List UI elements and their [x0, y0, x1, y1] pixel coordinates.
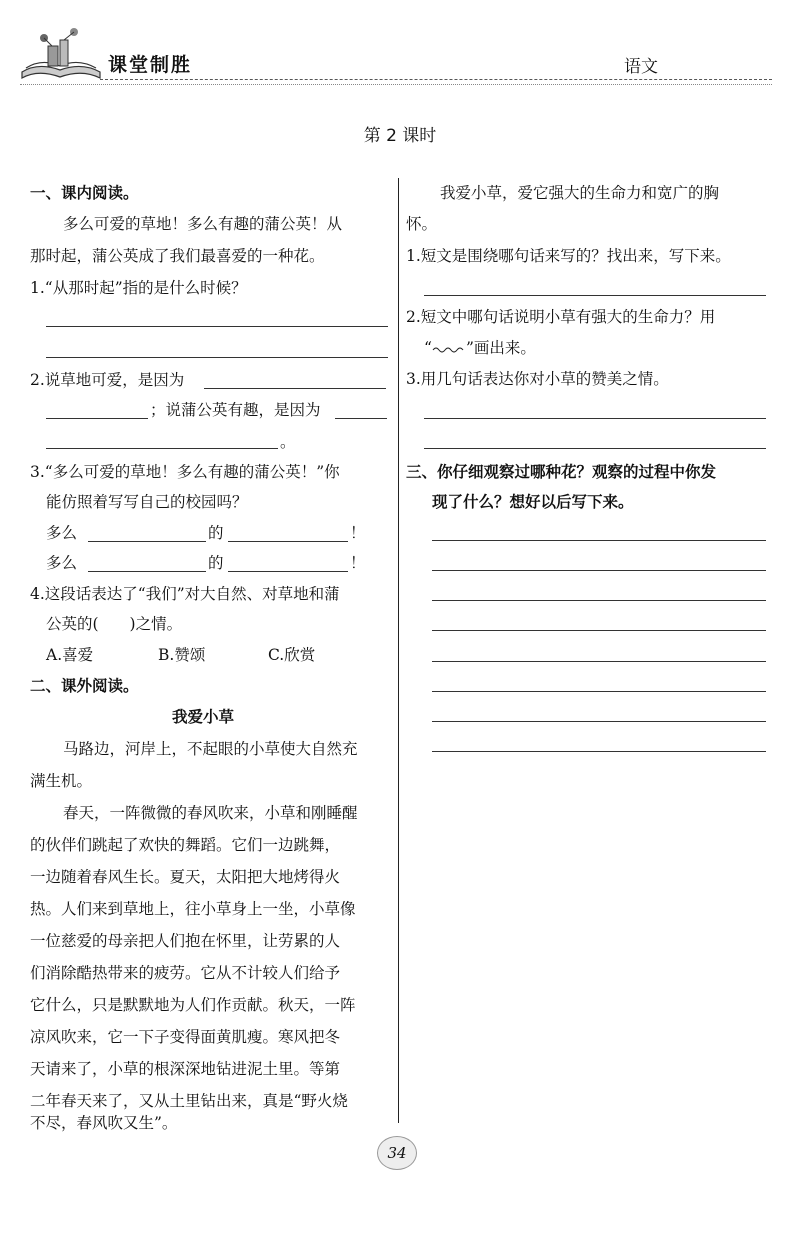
story-line: 它什么，只是默默地为人们作贡献。秋天，一阵	[30, 996, 356, 1014]
fill-prefix: 多么	[46, 524, 78, 542]
answer-blank[interactable]	[46, 418, 148, 419]
answer-line[interactable]	[46, 357, 388, 358]
question-3: 3.“多么可爱的草地！多么有趣的蒲公英！”你	[30, 463, 340, 481]
quote-open: “	[424, 339, 432, 357]
header-divider-dotted	[20, 84, 772, 85]
section3-heading: 三、你仔细观察过哪种花？观察的过程中你发	[406, 463, 717, 481]
fill-end: ！	[350, 554, 366, 572]
answer-blank[interactable]	[88, 571, 206, 572]
header-title: 课堂制胜	[108, 54, 193, 76]
answer-blank[interactable]	[228, 541, 348, 542]
writing-line[interactable]	[432, 570, 766, 571]
fill-mid: 的	[208, 524, 224, 542]
writing-line[interactable]	[432, 630, 766, 631]
answer-blank[interactable]	[88, 541, 206, 542]
answer-blank[interactable]	[228, 571, 348, 572]
header-subject: 语文	[624, 57, 658, 77]
fill-mid: 的	[208, 554, 224, 572]
story-line: 我爱小草，爱它强大的生命力和宽广的胸	[440, 184, 720, 202]
option-a[interactable]: A.喜爱	[46, 646, 94, 664]
writing-line[interactable]	[432, 540, 766, 541]
story-line: 的伙伴们跳起了欢快的舞蹈。它们一边跳舞，	[30, 836, 341, 854]
answer-line[interactable]	[46, 326, 388, 327]
section1-heading: 一、课内阅读。	[30, 184, 139, 202]
answer-blank[interactable]	[335, 418, 387, 419]
books-icon	[18, 22, 104, 80]
writing-line[interactable]	[432, 721, 766, 722]
answer-line[interactable]	[424, 295, 766, 296]
option-b[interactable]: B.赞颂	[158, 646, 206, 664]
header-divider	[100, 79, 772, 80]
fill-end: ！	[350, 524, 366, 542]
writing-line[interactable]	[432, 751, 766, 752]
option-c[interactable]: C.欣赏	[268, 646, 316, 664]
wavy-underline-icon	[432, 344, 466, 354]
story-line: 们消除酷热带来的疲劳。它从不计较人们给予	[30, 964, 341, 982]
writing-line[interactable]	[432, 691, 766, 692]
story-line: 一位慈爱的母亲把人们抱在怀里，让劳累的人	[30, 932, 341, 950]
story-line: 凉风吹来，它一下子变得面黄肌瘦。寒风把冬	[30, 1028, 341, 1046]
question-2-3: 3.用几句话表达你对小草的赞美之情。	[406, 370, 669, 388]
writing-line[interactable]	[432, 600, 766, 601]
section3-heading: 现了什么？想好以后写下来。	[432, 493, 634, 511]
story-line: 天请来了，小草的根深深地钻进泥土里。等第	[30, 1060, 341, 1078]
question-2-1: 1.短文是围绕哪句话来写的？找出来，写下来。	[406, 247, 731, 265]
question-2-2	[424, 338, 536, 358]
story-line: 满生机。	[30, 772, 93, 790]
question-2-end: 。	[280, 433, 296, 451]
question-2-2: 2.短文中哪句话说明小草有强大的生命力？用	[406, 308, 716, 326]
question-4: 公英的( )之情。	[46, 615, 183, 633]
passage-line: 那时起，蒲公英成了我们最喜爱的一种花。	[30, 247, 325, 265]
story-title: 我爱小草	[172, 708, 235, 726]
story-line: 一边随着春风生长。夏天，太阳把大地烤得火	[30, 868, 341, 886]
writing-line[interactable]	[432, 661, 766, 662]
answer-blank[interactable]	[46, 448, 278, 449]
story-line: 二年春天来了，又从土里钻出来，真是“野火烧	[30, 1092, 348, 1110]
answer-line[interactable]	[424, 418, 766, 419]
story-line: 热。人们来到草地上，往小草身上一坐，小草像	[30, 900, 356, 918]
page-number: 34	[377, 1136, 417, 1170]
question-1: 1.“从那时起”指的是什么时候？	[30, 279, 247, 297]
column-divider	[398, 178, 399, 1123]
story-line: 马路边，河岸上，不起眼的小草使大自然充	[63, 740, 358, 758]
answer-line[interactable]	[424, 448, 766, 449]
question-2-mid: ；说蒲公英有趣，是因为	[150, 401, 321, 419]
quote-close: ”画出来。	[465, 339, 536, 357]
answer-blank[interactable]	[204, 388, 386, 389]
question-3: 能仿照着写写自己的校园吗？	[46, 493, 248, 511]
question-2: 2.说草地可爱，是因为	[30, 371, 185, 389]
section2-heading: 二、课外阅读。	[30, 677, 139, 695]
story-line: 春天，一阵微微的春风吹来，小草和刚睡醒	[63, 804, 358, 822]
fill-prefix: 多么	[46, 554, 78, 572]
lesson-title: 第 2 课时	[363, 126, 437, 146]
passage-line: 多么可爱的草地！多么有趣的蒲公英！从	[63, 215, 343, 233]
story-line: 不尽，春风吹又生”。	[30, 1114, 178, 1132]
question-4: 4.这段话表达了“我们”对大自然、对草地和蒲	[30, 585, 340, 603]
story-line: 怀。	[406, 215, 438, 233]
